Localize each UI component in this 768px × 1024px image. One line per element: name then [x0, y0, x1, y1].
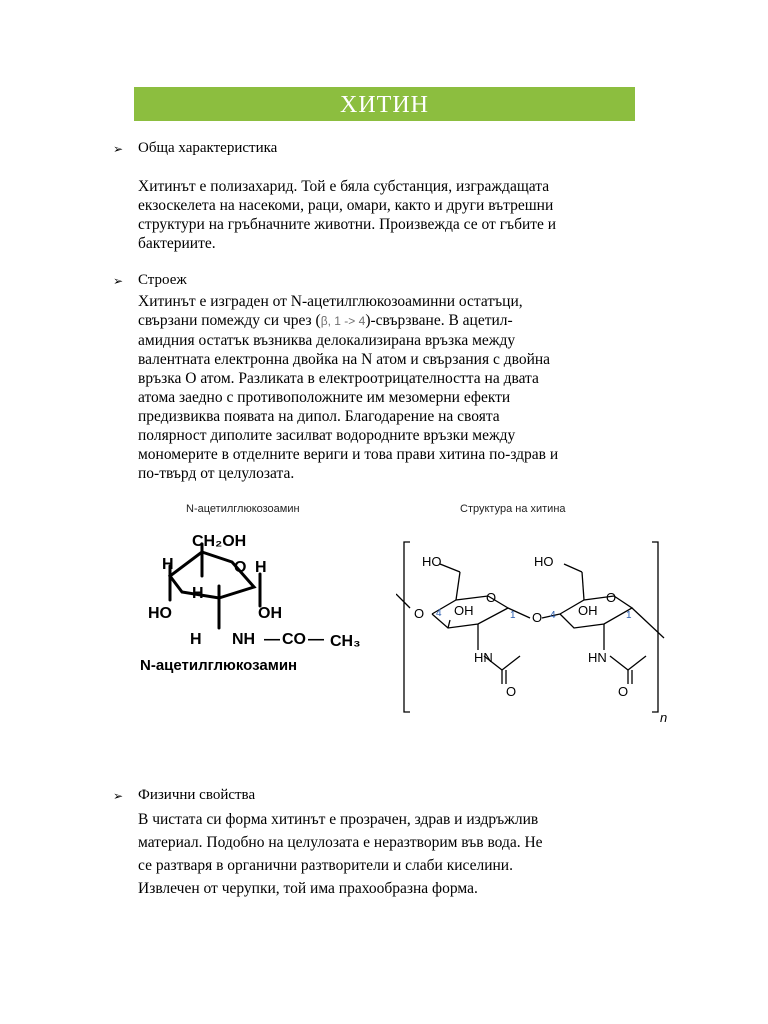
ho-label: HO [534, 554, 554, 569]
text-line: материал. Подобно на целулозата е неразтворим във вода. Не [138, 834, 543, 851]
text-line: структури на гръбначните животни. Произвежда се от гъбите и [138, 216, 557, 233]
bond-dash: — [264, 631, 280, 648]
ring-oxygen-label: O [606, 590, 617, 605]
locant-1: 1 [510, 610, 516, 621]
ho-label: HO [422, 554, 442, 569]
h-label: H [192, 585, 204, 602]
heading-structure: Строеж [138, 272, 187, 288]
n-acetylglucosamine-structure [134, 522, 384, 682]
oh-label: OH [258, 605, 282, 622]
ho-label: HO [148, 605, 172, 622]
locant-4: 4 [550, 610, 556, 621]
oh-label: OH [454, 603, 474, 618]
text-line: Извлечен от черупки, той има прахообразна форма. [138, 880, 478, 897]
text-fragment: )-свързване. В ацетил- [365, 312, 513, 329]
text-line: бактериите. [138, 235, 216, 252]
figure-caption-right: Структура на хитина [460, 503, 566, 515]
h-label: H [255, 559, 267, 576]
text-line: мономерите в отделните вериги и това прави хитина по-здрав и [138, 446, 559, 463]
ring-oxygen-label: O [486, 590, 497, 605]
text-line: връзка О атом. Разликата в електроотрицателността на двата [138, 370, 539, 387]
h-label: H [190, 631, 202, 648]
paragraph-structure [138, 292, 558, 483]
locant-4: 4 [436, 608, 442, 619]
co-label: CO [282, 631, 306, 648]
text-line: атома заедно с противоположните им мезомерни ефекти [138, 389, 511, 406]
glycosidic-oxygen-label: O [414, 606, 425, 621]
hn-label: HN [474, 650, 493, 665]
compound-name: N-ацетилглюкозамин [140, 657, 298, 674]
text-line: В чистата си форма хитинът е прозрачен, здрав и издръжлив [138, 811, 539, 828]
text-line: предизвиква появата на дипол. Благодарение на своята [138, 408, 500, 425]
paragraph-general [138, 177, 556, 253]
text-line: валентната електронна двойка на N атом и свързания с двойна [138, 351, 551, 368]
text-line: Хитинът е изграден от N-ацетилглюкозоаминни остатъци, [138, 293, 523, 310]
bullet-arrow-icon: ➢ [113, 142, 124, 156]
heading-physical: Физични свойства [138, 787, 256, 803]
carbonyl-oxygen-label: O [506, 684, 517, 699]
text-line [138, 311, 558, 331]
oh-label: OH [578, 603, 598, 618]
ch2oh-label: CH₂OH [192, 533, 247, 550]
bond-notation: β, 1 -> 4 [320, 314, 366, 328]
text-line: полярност диполите засилват водородните връзки между [138, 427, 516, 444]
bullet-arrow-icon: ➢ [113, 789, 124, 803]
chitin-structure [396, 532, 676, 732]
document-title: ХИТИН [134, 87, 635, 121]
ch3-label: CH₃ [330, 633, 361, 650]
carbonyl-oxygen-label: O [618, 684, 629, 699]
glycosidic-oxygen-label: O [532, 610, 543, 625]
text-fragment: свързани помежду си чрез ( [138, 312, 321, 329]
paragraph-physical [138, 808, 543, 900]
text-line: Хитинът е полизахарид. Той е бяла субстанция, изграждащата [138, 178, 550, 195]
nh-label: NH [232, 631, 256, 648]
h-label: H [162, 556, 174, 573]
bond-dash: — [308, 631, 324, 648]
text-line: по-твърд от целулозата. [138, 465, 295, 482]
hn-label: HN [588, 650, 607, 665]
figure-caption-left: N-ацетилглюкозоамин [186, 503, 300, 515]
repeat-n-label: n [660, 710, 668, 725]
text-line: се разтваря в органични разтворители и слаби киселини. [138, 857, 513, 874]
heading-general: Обща характеристика [138, 140, 278, 156]
bullet-arrow-icon: ➢ [113, 274, 124, 288]
text-line: екзоскелета на насекоми, раци, омари, както и други вътрешни [138, 197, 554, 214]
text-line: амидния остатък възниква делокализирана връзка между [138, 332, 516, 349]
locant-1: 1 [626, 610, 632, 621]
ring-oxygen-label: O [234, 559, 247, 576]
